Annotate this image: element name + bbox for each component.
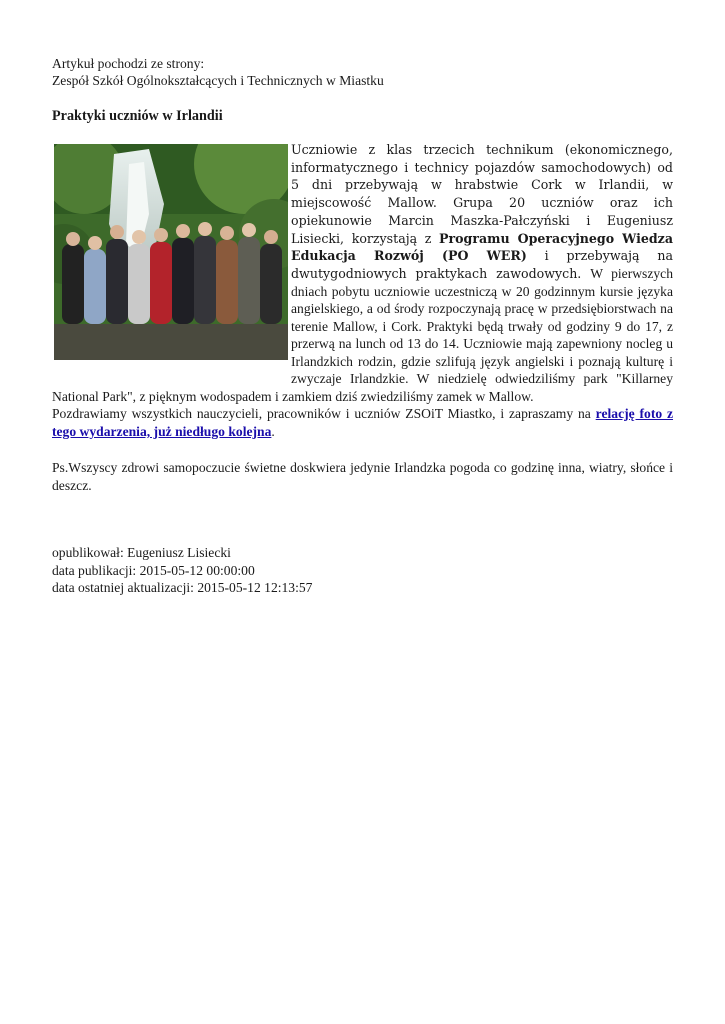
greeting-end: .: [271, 423, 275, 439]
article-body: [52, 141, 673, 440]
author-line: opublikował: Eugeniusz Lisiecki: [52, 545, 231, 560]
greeting-text: Pozdrawiamy wszystkich nauczycieli, pracowników i uczniów ZSOiT Miastko, i zapraszamy na: [52, 406, 596, 422]
photo-float-spacer: [52, 141, 291, 371]
updated-date-line: data ostatniej aktualizacji: 2015-05-12 12:13:57: [52, 580, 313, 595]
article-lead-text: Uczniowie z klas trzecich technikum (ekonomicznego, informatycznego i technicy pojazdów samochodowych) od 5 dni przebywają w hrabstwie Cork w Irlandii, w miejscowość Mallow. Grupa 20 uczniów oraz ich opiekunowie Marcin Maszka-Pałczyński i Eugeniusz Lisiecki, korzystają z: [291, 142, 673, 246]
article-lead-cont: i przebywają na dwutygodniowych praktykach zawodowych.: [291, 248, 673, 281]
postscript: Ps.Wszyscy zdrowi samopoczucie świetne doskwiera jedynie Irlandzka pogoda co godzinę inna, wiatry, słońce i deszcz.: [52, 460, 673, 493]
published-date-line: data publikacji: 2015-05-12 00:00:00: [52, 562, 255, 578]
program-name: Programu Operacyjnego Wiedza Edukacja Rozwój (PO WER): [291, 230, 673, 264]
source-label: Artykuł pochodzi ze strony:: [52, 56, 205, 71]
source-name: Zespół Szkół Ogólnokształcących i Technicznych w Miastku: [52, 73, 384, 88]
article-title: Praktyki uczniów w Irlandii: [52, 108, 223, 124]
article-paragraph: W pierwszych dniach pobytu uczniowie uczestniczą w 20 godzinnym kursie języka angielskiego, a od środy rozpoczynają pracę w przedsiębiorstwach na terenie Mallow, i Cork. Praktyki będą trwały od godziny 9 do 17, z przerwą na lunch od 13 do 14. Uczniowie mają zapewniony nocleg u Irlandzkich rodzin, gdzie szlifują język angielski i poznają kulturę i zwyczaje Irlandzkie. W niedzielę odwiedziliśmy park "Killarney National Park", z pięknym wodospadem i zamkiem dziś zwiedziliśmy zamek w Mallow.: [52, 265, 673, 404]
publication-meta: [52, 544, 312, 597]
photo-report-link[interactable]: relację foto z tego wydarzenia, już niedługo kolejna: [52, 406, 674, 439]
source-info: [52, 55, 384, 89]
